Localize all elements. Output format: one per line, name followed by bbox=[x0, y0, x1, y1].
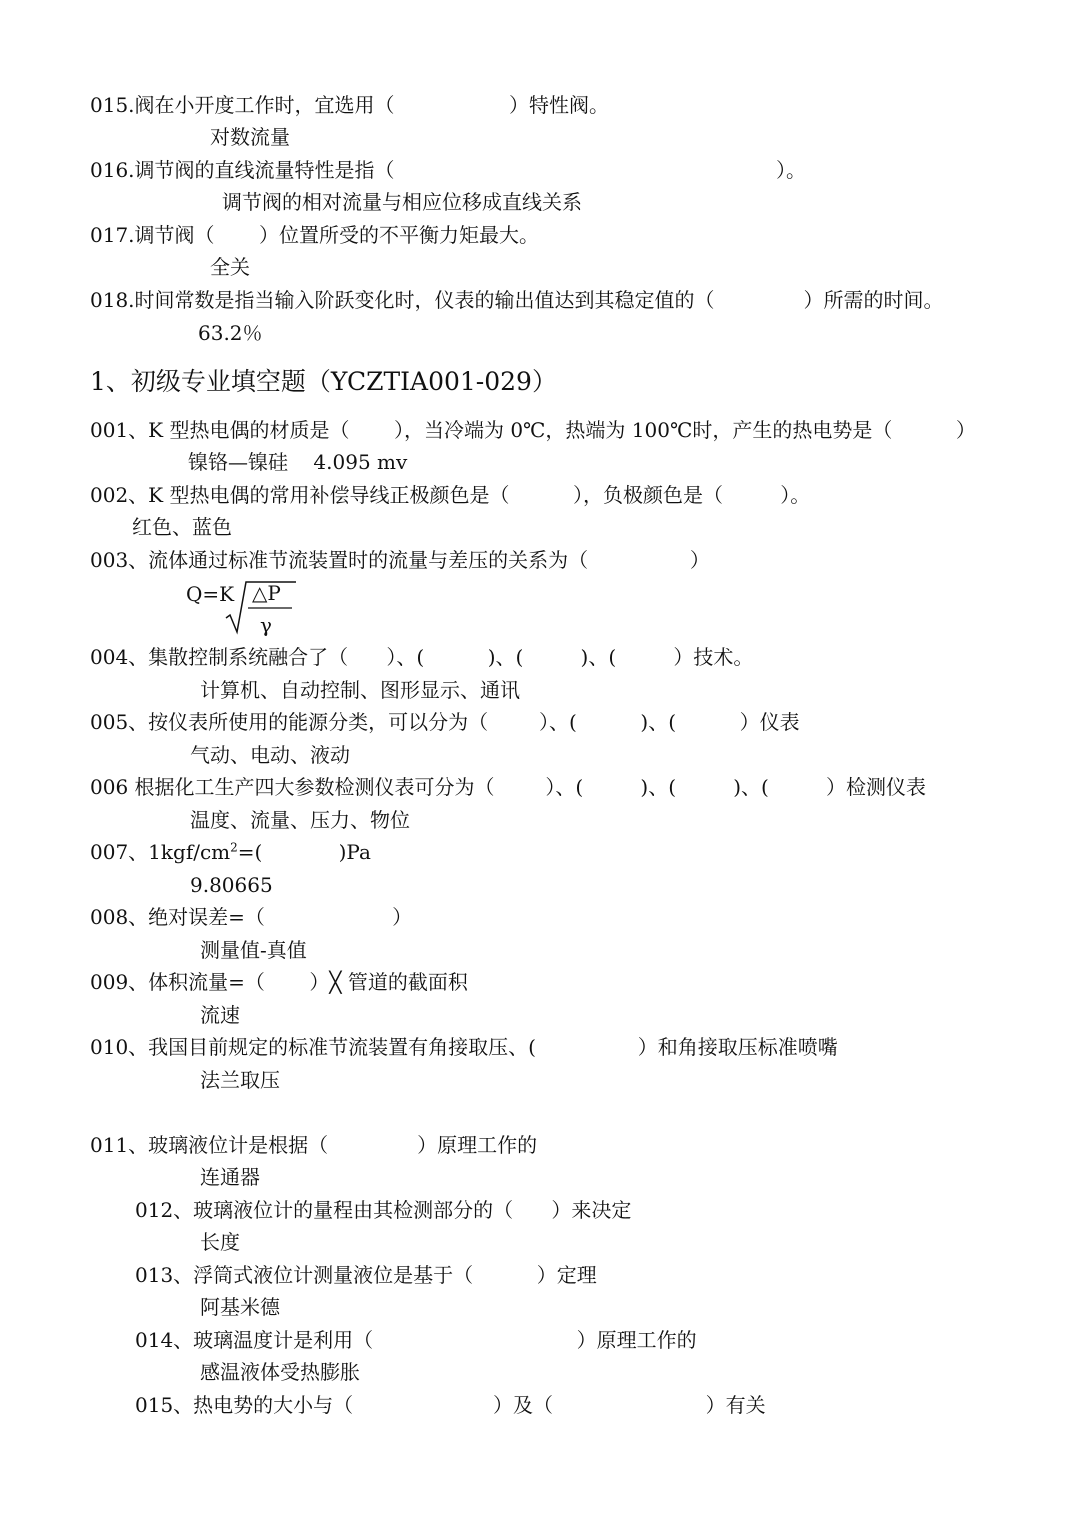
question-009: 009、体积流量=（ ）╳ 管道的截面积 bbox=[90, 970, 468, 994]
formula-denominator: γ bbox=[260, 613, 272, 637]
formula-lhs: Q=K bbox=[186, 582, 235, 606]
answer-006: 温度、流量、压力、物位 bbox=[190, 808, 410, 832]
answer-004: 计算机、自动控制、图形显示、通讯 bbox=[200, 678, 520, 702]
question-011: 011、玻璃液位计是根据（ ）原理工作的 bbox=[90, 1133, 538, 1157]
question-017-top: 017.调节阀（ ）位置所受的不平衡力矩最大。 bbox=[90, 223, 540, 247]
question-015: 015、热电势的大小与（ ）及（ ）有关 bbox=[135, 1393, 766, 1417]
answer-013: 阿基米德 bbox=[200, 1295, 280, 1319]
answer-018-top: 63.2％ bbox=[198, 321, 263, 345]
section-heading: 1、初级专业填空题（YCZTIA001-029） bbox=[90, 367, 557, 396]
question-018-top: 018.时间常数是指当输入阶跃变化时，仪表的输出值达到其稳定值的（ ）所需的时间。 bbox=[90, 288, 944, 312]
answer-001: 镍铬—镍硅 4.095 mv bbox=[188, 450, 408, 474]
question-006: 006 根据化工生产四大参数检测仪表可分为（ ）、( )、( )、( ）检测仪表 bbox=[90, 775, 927, 799]
answer-015-top: 对数流量 bbox=[210, 125, 290, 149]
answer-016-top: 调节阀的相对流量与相应位移成直线关系 bbox=[222, 190, 582, 214]
answer-002: 红色、蓝色 bbox=[132, 515, 232, 539]
answer-009: 流速 bbox=[200, 1003, 240, 1027]
question-007-pre: 007、1kgf/cm bbox=[90, 840, 231, 864]
answer-007: 9.80665 bbox=[190, 873, 273, 897]
question-004: 004、集散控制系统融合了（ ）、( )、( )、( ）技术。 bbox=[90, 645, 754, 669]
flow-formula bbox=[186, 578, 326, 638]
question-007 bbox=[90, 839, 371, 865]
formula-numerator: △P bbox=[252, 581, 281, 605]
answer-017-top: 全关 bbox=[210, 255, 250, 279]
question-012: 012、玻璃液位计的量程由其检测部分的（ ）来决定 bbox=[135, 1198, 632, 1222]
question-014: 014、玻璃温度计是利用（ ）原理工作的 bbox=[135, 1328, 697, 1352]
question-008: 008、绝对误差=（ ） bbox=[90, 905, 413, 929]
answer-010: 法兰取压 bbox=[200, 1068, 280, 1092]
question-001: 001、K 型热电偶的材质是（ ），当冷端为 0℃，热端为 100℃时，产生的热电势是（ ） bbox=[90, 418, 976, 442]
question-002: 002、K 型热电偶的常用补偿导线正极颜色是（ ），负极颜色是（ ）。 bbox=[90, 483, 811, 507]
question-007-post: =( )Pa bbox=[237, 840, 371, 864]
answer-014: 感温液体受热膨胀 bbox=[200, 1360, 360, 1384]
answer-011: 连通器 bbox=[200, 1165, 260, 1189]
answer-012: 长度 bbox=[200, 1230, 240, 1254]
question-016-top: 016.调节阀的直线流量特性是指（ ）。 bbox=[90, 158, 806, 182]
question-005: 005、按仪表所使用的能源分类，可以分为（ ）、( )、( ）仪表 bbox=[90, 710, 800, 734]
question-010: 010、我国目前规定的标准节流装置有角接取压、( ）和角接取压标准喷嘴 bbox=[90, 1035, 838, 1059]
question-007-sup: 2 bbox=[230, 840, 238, 855]
answer-008: 测量值-真值 bbox=[200, 938, 307, 962]
question-003: 003、流体通过标准节流装置时的流量与差压的关系为（ ） bbox=[90, 548, 710, 572]
question-013: 013、浮筒式液位计测量液位是基于（ ）定理 bbox=[135, 1263, 597, 1287]
answer-005: 气动、电动、液动 bbox=[190, 743, 350, 767]
question-015-top: 015.阀在小开度工作时，宜选用（ ）特性阀。 bbox=[90, 93, 609, 117]
